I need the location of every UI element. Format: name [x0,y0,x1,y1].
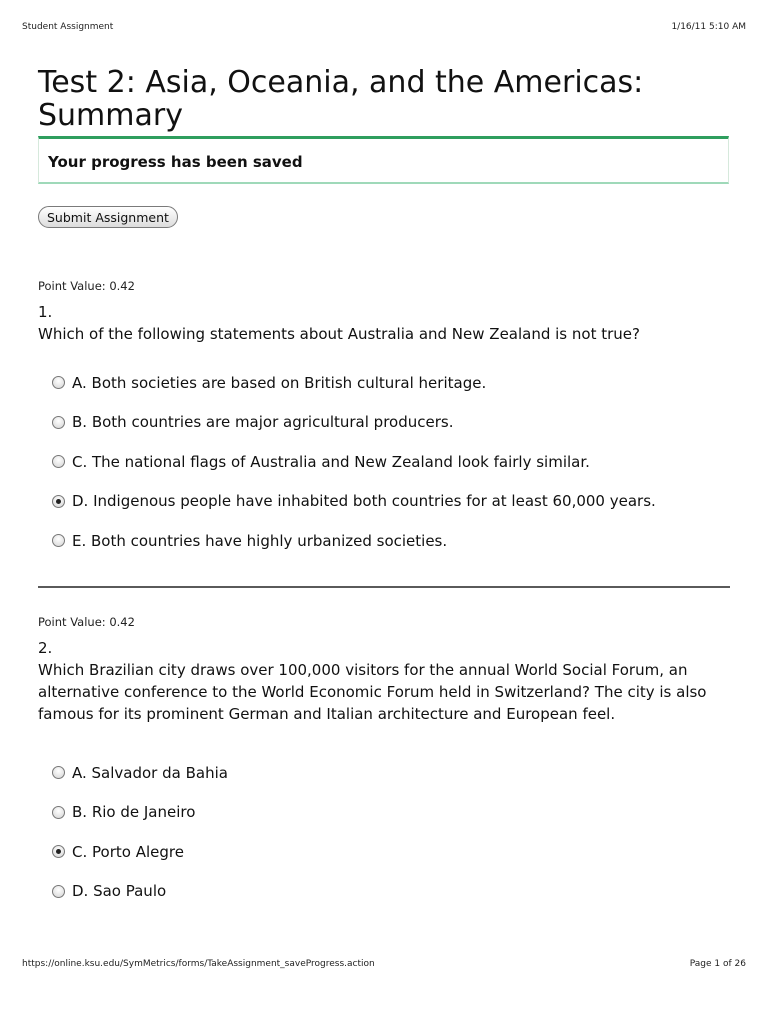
radio-button[interactable] [52,495,65,508]
print-header-title: Student Assignment [22,22,114,32]
question-text: Which of the following statements about Australia and New Zealand is not true? [38,325,640,343]
answer-option-e[interactable] [52,521,730,561]
radio-button[interactable] [52,766,65,779]
radio-button[interactable] [52,845,65,858]
print-header [22,22,746,32]
answer-option-label: B. Both countries are major agricultural producers. [72,413,454,432]
question-number: 2. [38,639,53,657]
radio-button[interactable] [52,534,65,547]
question-divider [38,586,730,588]
answer-option-label: D. Indigenous people have inhabited both countries for at least 60,000 years. [72,492,656,511]
radio-button[interactable] [52,806,65,819]
answer-option-label: C. The national flags of Australia and New Zealand look fairly similar. [72,452,590,471]
answer-option-d[interactable] [52,482,730,522]
print-footer-page-number: Page 1 of 26 [689,959,746,969]
answer-option-c[interactable] [52,832,730,872]
point-value: Point Value: 0.42 [38,615,135,629]
question-2 [38,614,730,911]
print-header-timestamp: 1/16/11 5:10 AM [671,22,746,32]
answer-option-label: C. Porto Alegre [72,842,184,861]
answer-option-label: A. Both societies are based on British cultural heritage. [72,373,487,392]
answer-option-d[interactable] [52,872,730,912]
answer-option-a[interactable] [52,753,730,793]
point-value: Point Value: 0.42 [38,279,135,293]
page-title: Test 2: Asia, Oceania, and the Americas: Summary [38,65,644,133]
answer-option-a[interactable] [52,363,730,403]
answer-option-b[interactable] [52,793,730,833]
radio-button[interactable] [52,885,65,898]
answer-option-label: E. Both countries have highly urbanized societies. [72,531,448,550]
radio-button[interactable] [52,376,65,389]
answer-options [52,363,730,561]
question-1 [38,278,730,561]
answer-option-label: B. Rio de Janeiro [72,803,196,822]
answer-option-label: A. Salvador da Bahia [72,763,228,782]
print-footer-url: https://online.ksu.edu/SymMetrics/forms/TakeAssignment_saveProgress.action [22,959,375,969]
progress-saved-notice: Your progress has been saved [38,136,729,184]
answer-option-label: D. Sao Paulo [72,882,167,901]
radio-button[interactable] [52,455,65,468]
radio-button[interactable] [52,416,65,429]
answer-option-b[interactable] [52,403,730,443]
answer-options [52,753,730,911]
question-text: Which Brazilian city draws over 100,000 visitors for the annual World Social Forum, an alternative conference to the World Economic Forum held in Switzerland? The city is also famous for its prominent German and Italian architecture and European feel. [38,661,707,723]
submit-assignment-button[interactable]: Submit Assignment [38,206,178,228]
answer-option-c[interactable] [52,442,730,482]
print-footer [22,959,746,969]
question-number: 1. [38,303,53,321]
